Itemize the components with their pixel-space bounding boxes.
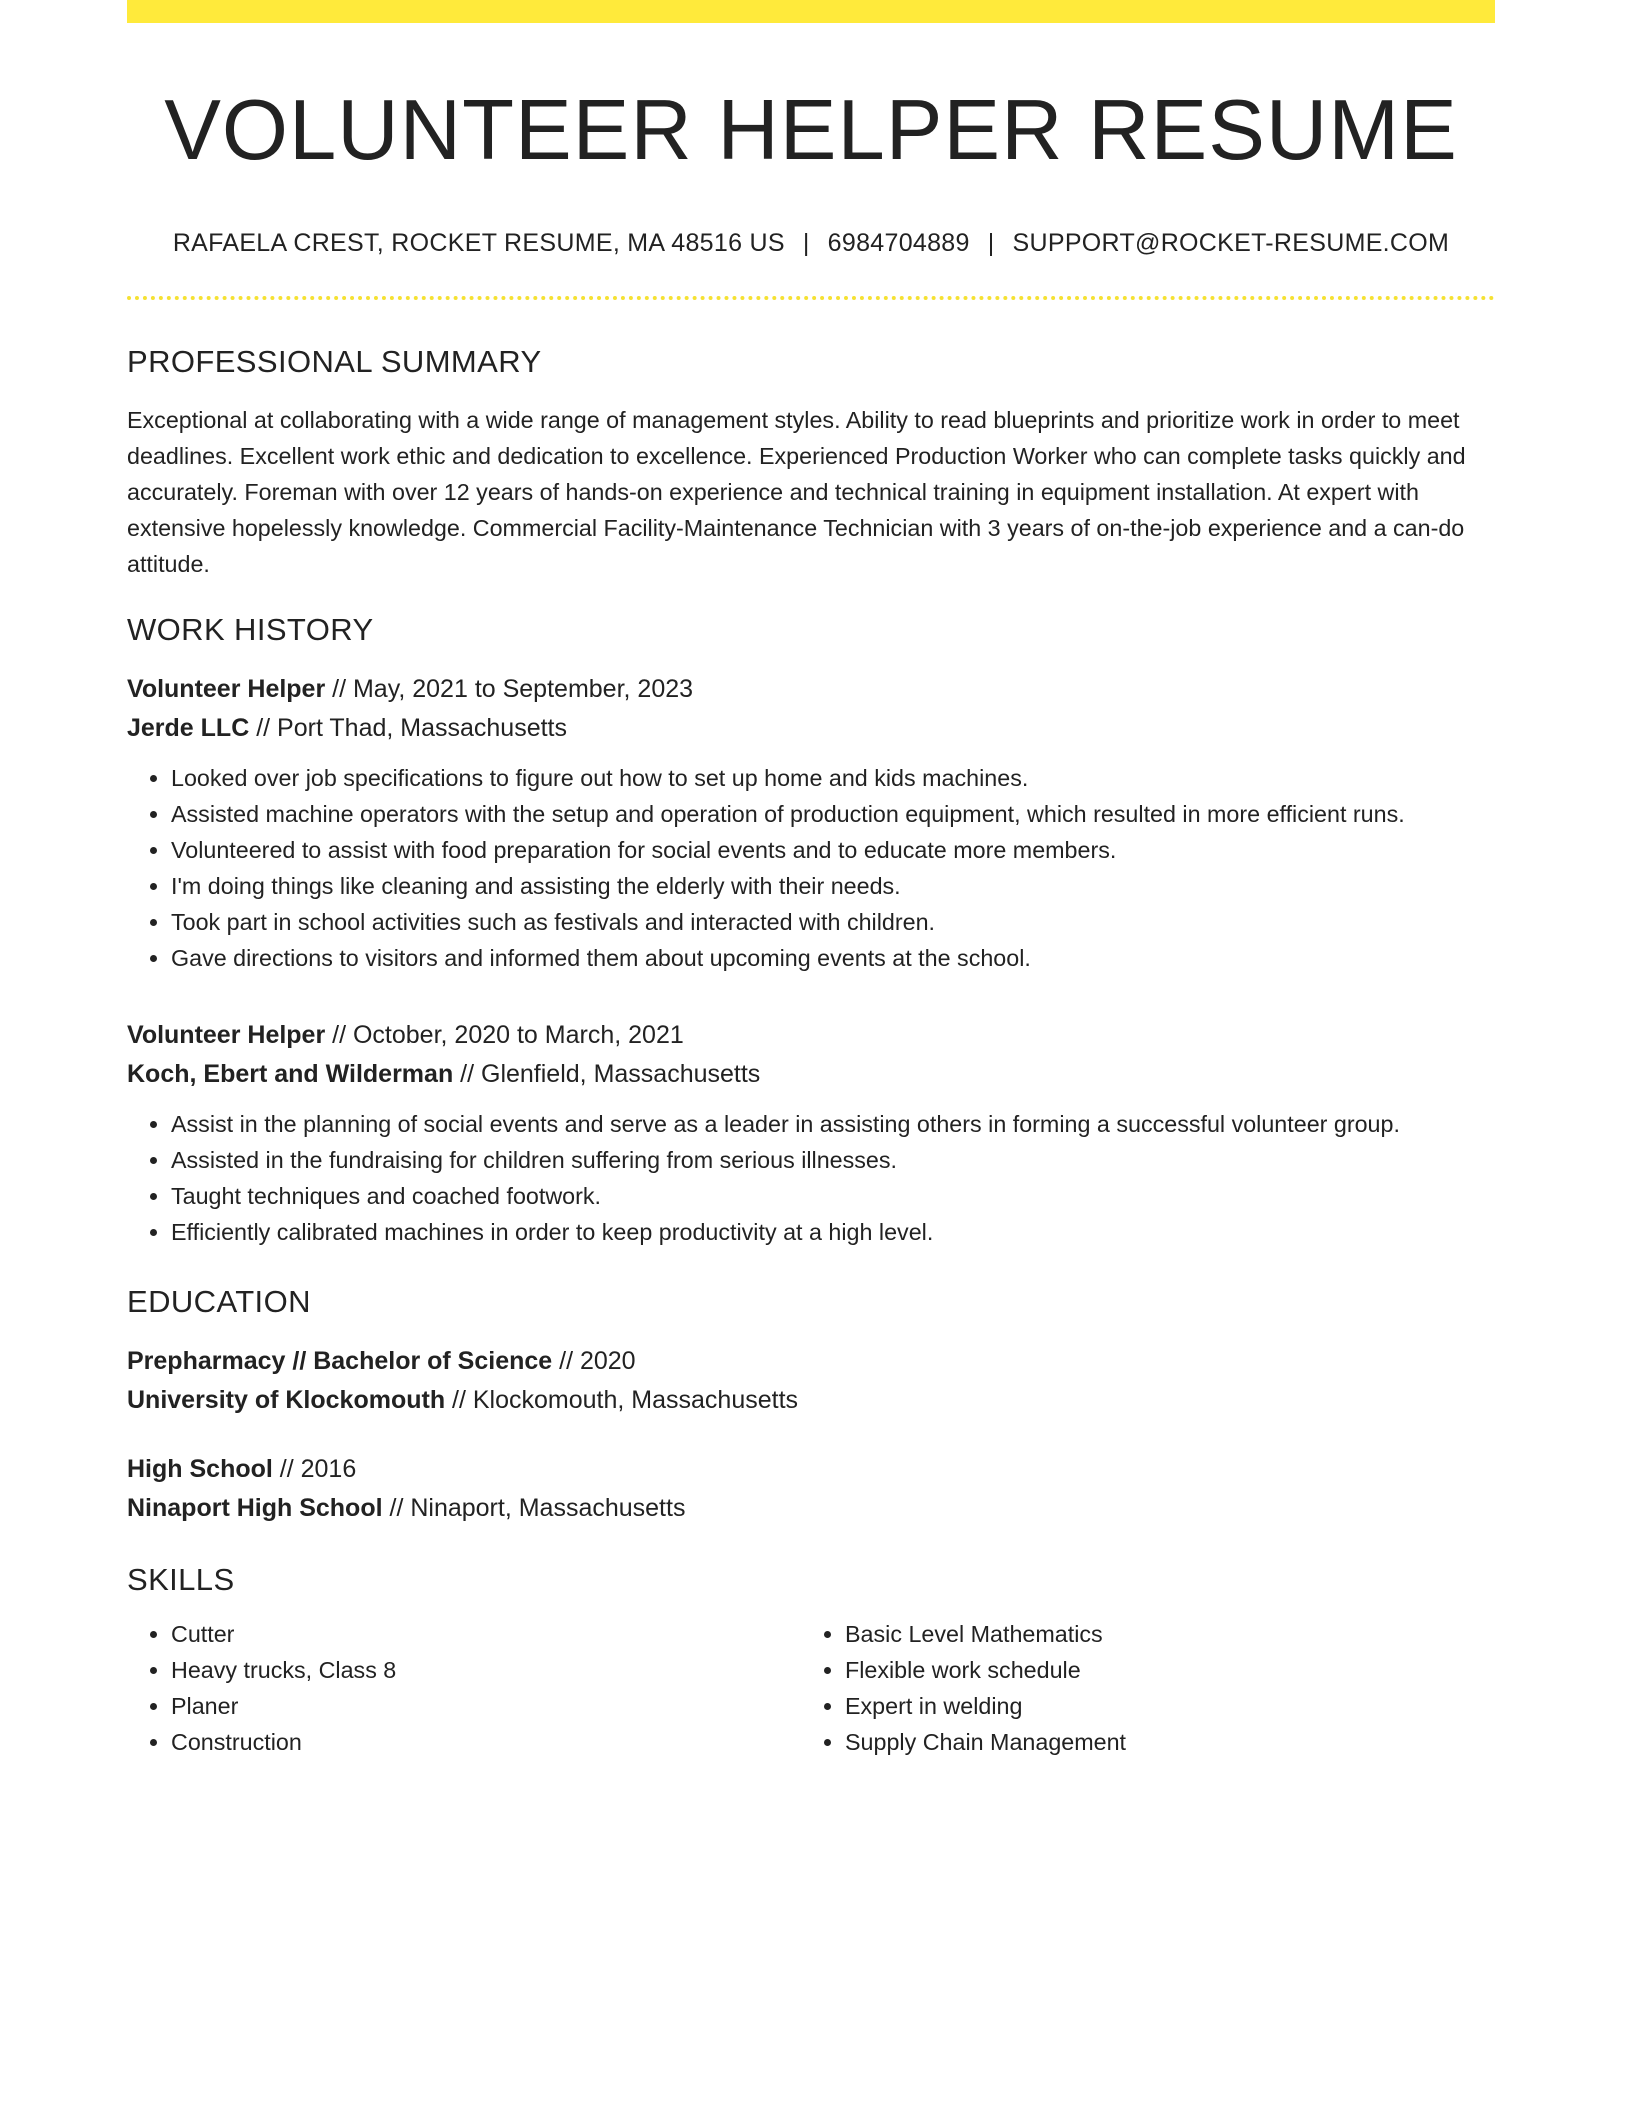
job-bullet: • Gave directions to visitors and informed them about upcoming events at the school. xyxy=(171,940,1495,976)
skill-item: • Flexible work schedule xyxy=(845,1652,1475,1688)
skills-grid xyxy=(127,1616,1495,1760)
work-history-heading: WORK HISTORY xyxy=(127,611,374,647)
job-location: // Glenfield, Massachusetts xyxy=(453,1059,761,1088)
job-bullet: • Looked over job specifications to figure out how to set up home and kids machines. xyxy=(171,760,1495,796)
job-bullets xyxy=(127,1106,1495,1250)
job-bullet: • Efficiently calibrated machines in order to keep productivity at a high level. xyxy=(171,1214,1495,1250)
education-heading: EDUCATION xyxy=(127,1283,311,1319)
summary-text: Exceptional at collaborating with a wide range of management styles. Ability to read blueprints and prioritize work in order to meet deadlines. Excellent work ethic and dedication to excellence. Experienced Production Worker who can complete tasks quickly and accurately. Foreman with over 12 years of hands-on experience and technical training in equipment installation. At expert with extensive hopelessly knowledge. Commercial Facility-Maintenance Technician with 3 years of on-the-job experience and a can-do attitude. xyxy=(127,406,1466,577)
education-degree-line xyxy=(127,1342,1495,1381)
contact-phone: 6984704889 xyxy=(827,228,970,257)
job-title: Volunteer Helper xyxy=(127,674,326,703)
job-location: // Port Thad, Massachusetts xyxy=(249,713,568,742)
contact-address: RAFAELA CREST, ROCKET RESUME, MA 48516 US xyxy=(172,228,785,257)
skill-item: • Cutter xyxy=(171,1616,801,1652)
job-dates: // May, 2021 to September, 2023 xyxy=(325,674,694,703)
skill-item: • Supply Chain Management xyxy=(845,1724,1475,1760)
education-year: // 2016 xyxy=(272,1454,357,1483)
accent-top-bar xyxy=(127,0,1495,23)
summary-heading: PROFESSIONAL SUMMARY xyxy=(127,343,542,379)
skills-column-left xyxy=(127,1616,801,1760)
job-entry xyxy=(127,1016,1495,1250)
education-degree-line xyxy=(127,1450,1495,1489)
job-bullet: • Volunteered to assist with food preparation for social events and to educate more members. xyxy=(171,832,1495,868)
job-entry xyxy=(127,670,1495,976)
skill-item: • Planer xyxy=(171,1688,801,1724)
skill-item: • Construction xyxy=(171,1724,801,1760)
resume-title: VOLUNTEER HELPER RESUME xyxy=(164,83,1458,178)
job-dates: // October, 2020 to March, 2021 xyxy=(325,1020,684,1049)
education-degree: High School xyxy=(127,1454,273,1483)
education-entry xyxy=(127,1342,1495,1420)
contact-separator: | xyxy=(802,228,810,257)
education-location: // Klockomouth, Massachusetts xyxy=(445,1385,799,1414)
skills-list xyxy=(127,1616,801,1760)
job-bullets xyxy=(127,760,1495,976)
skills-heading: SKILLS xyxy=(127,1561,235,1597)
job-bullet: • I'm doing things like cleaning and assisting the elderly with their needs. xyxy=(171,868,1495,904)
skill-item: • Basic Level Mathematics xyxy=(845,1616,1475,1652)
job-bullet: • Assist in the planning of social events and serve as a leader in assisting others in forming a successful volunteer group. xyxy=(171,1106,1495,1142)
job-company-line xyxy=(127,1055,1495,1094)
education-school-line xyxy=(127,1489,1495,1528)
skills-list xyxy=(801,1616,1475,1760)
job-bullet: • Assisted machine operators with the setup and operation of production equipment, which resulted in more efficient runs. xyxy=(171,796,1495,832)
education-year: // 2020 xyxy=(552,1346,636,1375)
job-title-line xyxy=(127,670,1495,709)
job-bullet: • Took part in school activities such as festivals and interacted with children. xyxy=(171,904,1495,940)
job-title: Volunteer Helper xyxy=(127,1020,326,1049)
skill-item: • Expert in welding xyxy=(845,1688,1475,1724)
job-company: Koch, Ebert and Wilderman xyxy=(127,1059,454,1088)
job-company-line xyxy=(127,709,1495,748)
contact-line xyxy=(127,228,1495,258)
education-school: Ninaport High School xyxy=(127,1493,383,1522)
skills-column-right xyxy=(801,1616,1475,1760)
resume-page xyxy=(127,0,1495,1760)
job-title-line xyxy=(127,1016,1495,1055)
contact-email: SUPPORT@ROCKET-RESUME.COM xyxy=(1012,228,1450,257)
skill-item: • Heavy trucks, Class 8 xyxy=(171,1652,801,1688)
education-school: University of Klockomouth xyxy=(127,1385,446,1414)
job-company: Jerde LLC xyxy=(127,713,250,742)
education-school-line xyxy=(127,1381,1495,1420)
job-bullet: • Assisted in the fundraising for children suffering from serious illnesses. xyxy=(171,1142,1495,1178)
education-entry xyxy=(127,1450,1495,1528)
job-bullet: • Taught techniques and coached footwork. xyxy=(171,1178,1495,1214)
contact-separator: | xyxy=(987,228,995,257)
dotted-divider xyxy=(127,296,1495,300)
education-degree: Prepharmacy // Bachelor of Science xyxy=(127,1346,553,1375)
education-location: // Ninaport, Massachusetts xyxy=(382,1493,686,1522)
